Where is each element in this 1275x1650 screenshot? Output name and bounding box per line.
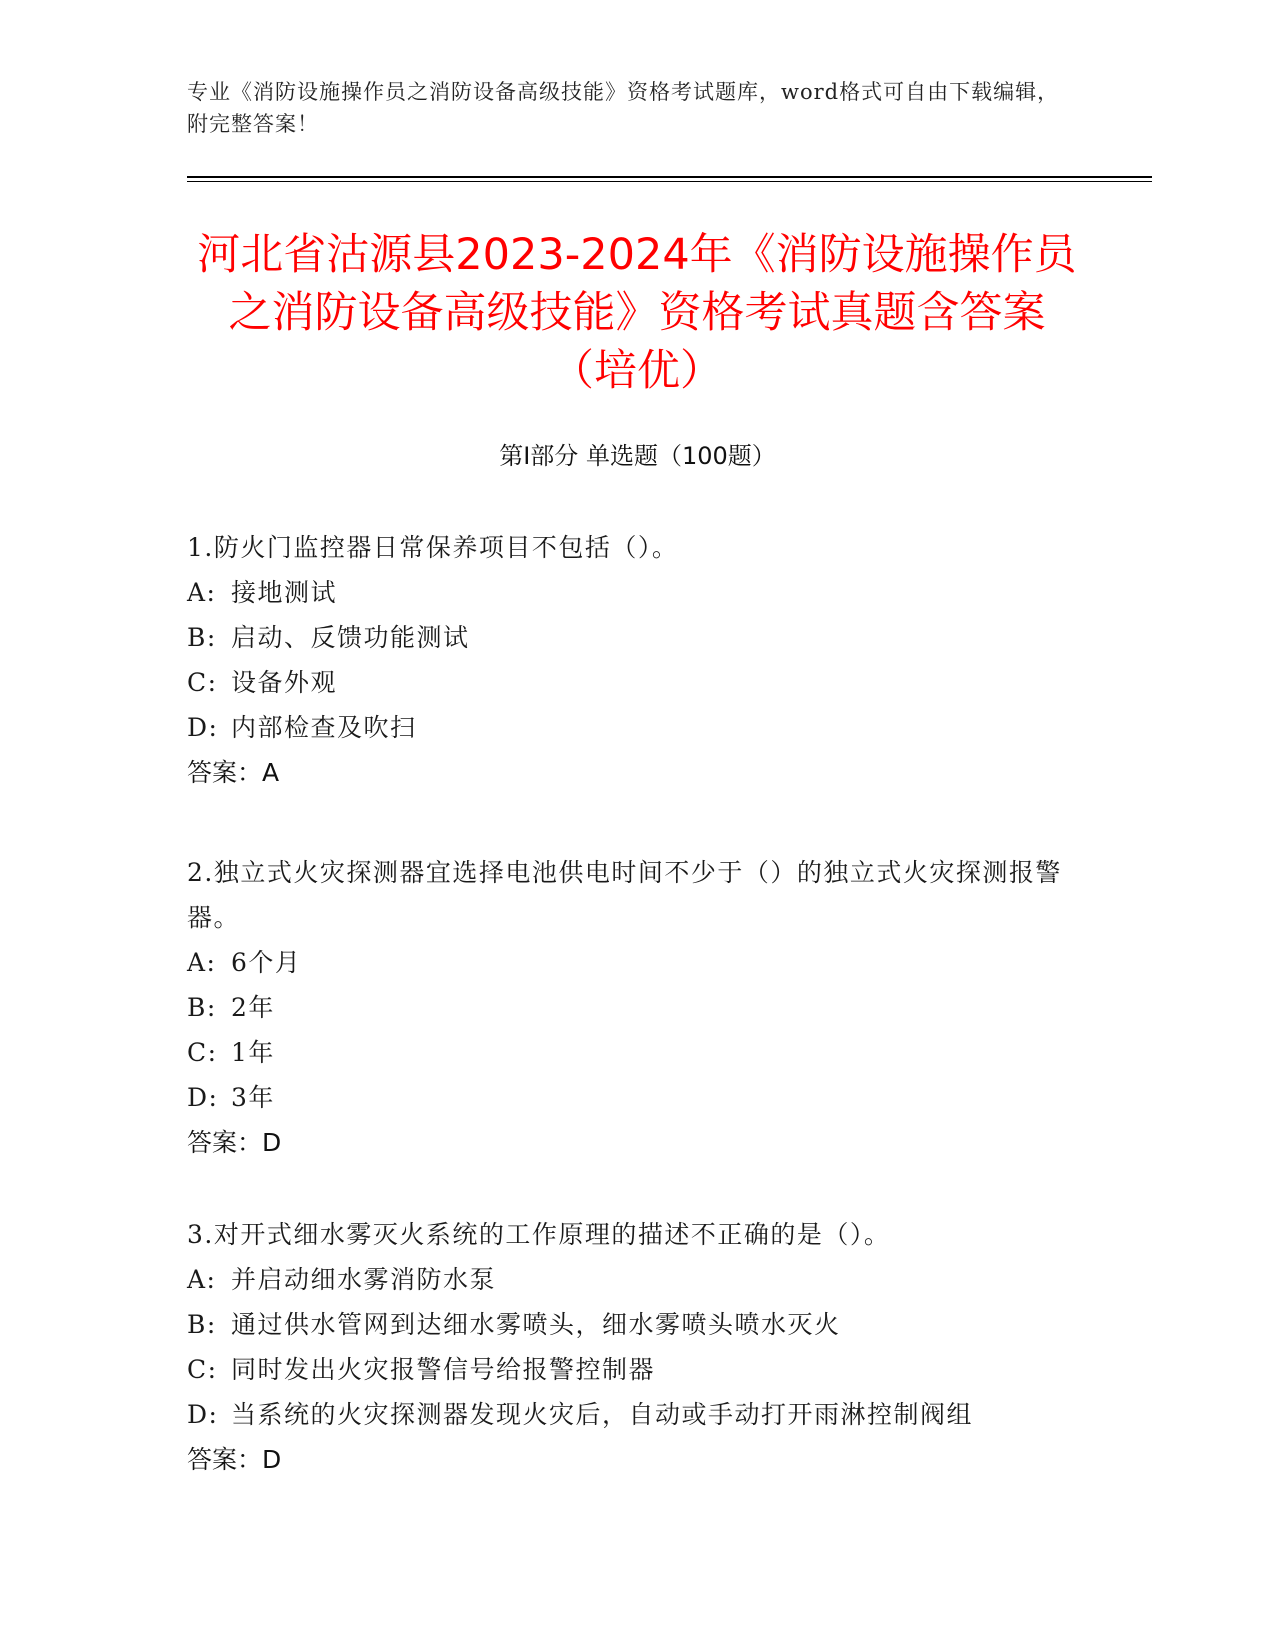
option-letter: D:	[187, 713, 219, 742]
option-letter: A:	[187, 1265, 217, 1294]
document-title: 河北省沽源县2023-2024年《消防设施操作员之消防设备高级技能》资格考试真题含答案（培优）	[197, 230, 1077, 396]
option-a	[187, 1257, 1067, 1302]
option-text: 6个月	[231, 948, 302, 977]
option-text: 通过供水管网到达细水雾喷头，细水雾喷头喷水灭火	[231, 1310, 841, 1339]
header-divider-thin	[187, 181, 1152, 182]
section-heading: 第I部分 单选题（100题）	[499, 442, 776, 470]
option-letter: B:	[187, 1310, 217, 1339]
option-text: 启动、反馈功能测试	[231, 623, 470, 652]
option-d	[187, 1392, 1067, 1437]
option-letter: C:	[187, 1038, 218, 1067]
option-c	[187, 660, 1067, 705]
question-block	[187, 1212, 1067, 1482]
option-letter: B:	[187, 993, 217, 1022]
option-letter: B:	[187, 623, 217, 652]
option-letter: A:	[187, 948, 217, 977]
option-text: 内部检查及吹扫	[231, 713, 417, 742]
option-b	[187, 615, 1067, 660]
answer-line: 答案：A	[187, 758, 280, 787]
option-d	[187, 705, 1067, 750]
option-b	[187, 985, 1067, 1030]
question-stem: 3.对开式细水雾灭火系统的工作原理的描述不正确的是（）。	[187, 1220, 891, 1249]
header-divider-thick	[187, 176, 1152, 178]
option-text: 同时发出火灾报警信号给报警控制器	[231, 1355, 656, 1384]
option-letter: A:	[187, 578, 217, 607]
option-text: 3年	[231, 1083, 275, 1112]
option-text: 并启动细水雾消防水泵	[231, 1265, 497, 1294]
option-a	[187, 570, 1067, 615]
option-text: 1年	[231, 1038, 275, 1067]
option-letter: D:	[187, 1083, 219, 1112]
option-c	[187, 1030, 1067, 1075]
option-letter: C:	[187, 1355, 218, 1384]
header-note: 专业《消防设施操作员之消防设备高级技能》资格考试题库，word格式可自由下载编辑，附完整答案！	[187, 80, 1060, 136]
option-a	[187, 940, 1067, 985]
question-stem: 1.防火门监控器日常保养项目不包括（）。	[187, 533, 679, 562]
option-text: 设备外观	[231, 668, 338, 697]
answer-line: 答案：D	[187, 1128, 282, 1157]
option-letter: D:	[187, 1400, 219, 1429]
option-c	[187, 1347, 1067, 1392]
question-block	[187, 850, 1067, 1165]
question-block	[187, 525, 1067, 795]
option-letter: C:	[187, 668, 218, 697]
option-text: 2年	[231, 993, 275, 1022]
option-d	[187, 1075, 1067, 1120]
answer-line: 答案：D	[187, 1445, 282, 1474]
option-b	[187, 1302, 1067, 1347]
question-stem: 2.独立式火灾探测器宜选择电池供电时间不少于（）的独立式火灾探测报警器。	[187, 858, 1062, 932]
option-text: 当系统的火灾探测器发现火灾后，自动或手动打开雨淋控制阀组	[231, 1400, 974, 1429]
option-text: 接地测试	[231, 578, 338, 607]
